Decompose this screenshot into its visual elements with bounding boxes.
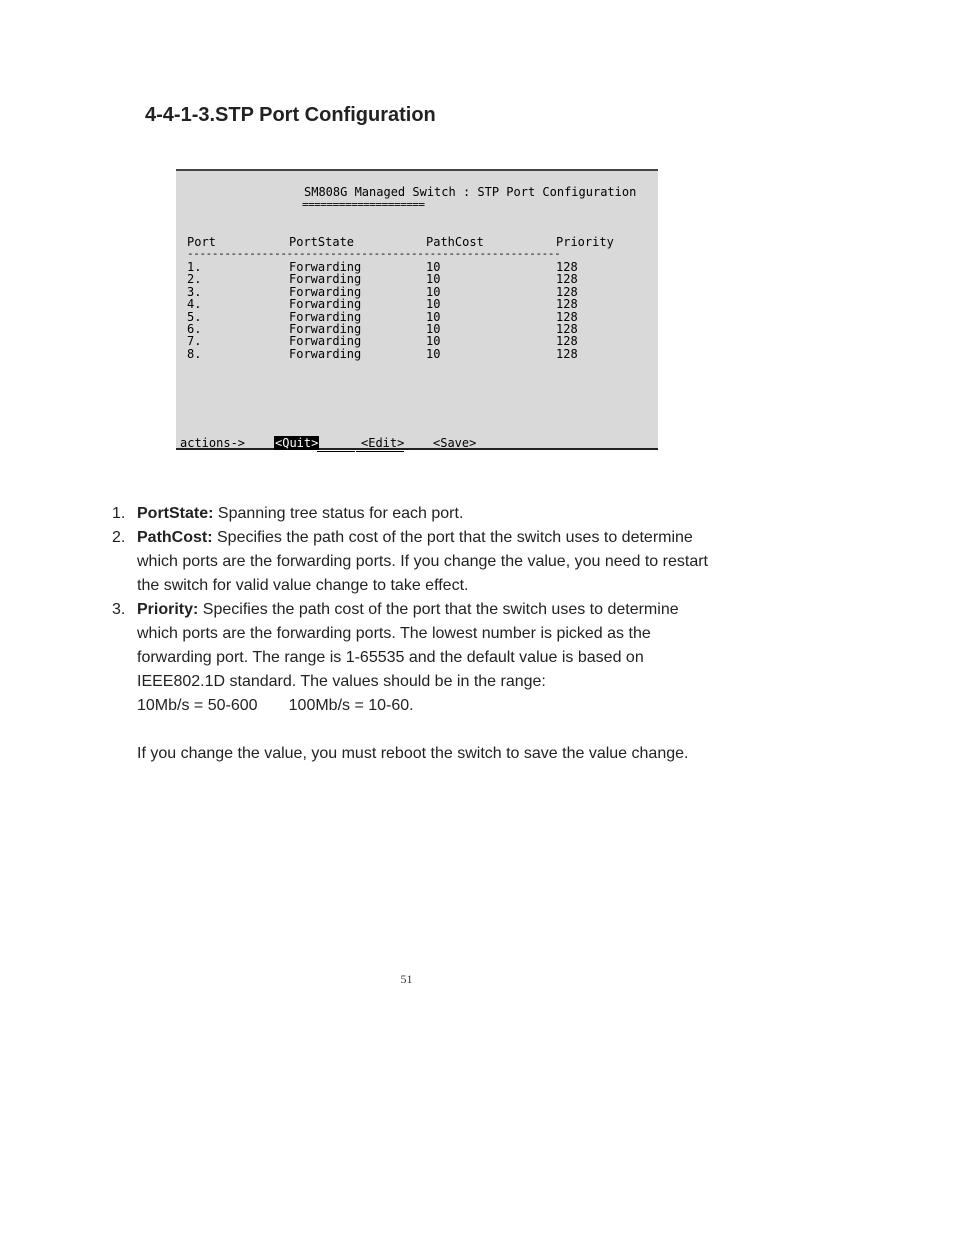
table-row[interactable] bbox=[176, 335, 658, 347]
path-cost: 10 bbox=[426, 260, 441, 274]
port-state: Forwarding bbox=[289, 260, 362, 274]
table-row[interactable] bbox=[176, 323, 658, 335]
path-cost: 10 bbox=[426, 346, 441, 361]
term-priority: Priority: bbox=[137, 601, 199, 618]
port-number: 2. bbox=[187, 272, 202, 287]
actions-label: actions-> bbox=[180, 436, 246, 450]
port-state: Forwarding bbox=[289, 309, 362, 324]
term-pathcost: PathCost: bbox=[137, 529, 213, 546]
path-cost: 10 bbox=[426, 284, 441, 299]
list-number: 3. bbox=[112, 601, 126, 618]
list-item bbox=[112, 598, 712, 766]
path-cost: 10 bbox=[426, 297, 441, 312]
section-title: 4-4-1-3.STP Port Configuration bbox=[145, 104, 436, 126]
page-number: 51 bbox=[400, 972, 413, 986]
priority: 128 bbox=[556, 321, 578, 336]
list-item bbox=[112, 526, 712, 598]
stp-port-config-terminal bbox=[176, 169, 658, 450]
port-state: Forwarding bbox=[289, 321, 362, 336]
field-description-list bbox=[112, 502, 712, 766]
divider bbox=[317, 451, 355, 452]
priority: 128 bbox=[556, 284, 578, 299]
port-number: 3. bbox=[187, 284, 202, 299]
header-separator: ------------------------------------------------------------ bbox=[187, 247, 561, 260]
term-portstate: PortState: bbox=[137, 505, 214, 522]
table-row[interactable] bbox=[176, 261, 658, 273]
port-number: 8. bbox=[187, 346, 202, 361]
priority: 128 bbox=[556, 334, 578, 349]
divider bbox=[356, 451, 404, 452]
column-header-priority: Priority bbox=[556, 235, 614, 249]
port-state: Forwarding bbox=[289, 334, 362, 349]
terminal-title-underline: ==================== bbox=[302, 198, 425, 211]
path-cost: 10 bbox=[426, 309, 441, 324]
description-text: Specifies the path cost of the port that the switch uses to determine which ports are the forwarding ports. The lowest number is picked as the forwarding port. The range is 1-65535 and the default value is based on IEEE802.1D standard. The values should be in the range: bbox=[137, 601, 679, 690]
port-state: Forwarding bbox=[289, 346, 362, 361]
action-bar bbox=[176, 434, 658, 450]
quit-button[interactable]: <Quit> bbox=[275, 436, 319, 450]
table-row[interactable] bbox=[176, 286, 658, 298]
port-state: Forwarding bbox=[289, 284, 362, 299]
port-number: 7. bbox=[187, 334, 202, 349]
path-cost: 10 bbox=[426, 321, 441, 336]
port-number: 1. bbox=[187, 260, 202, 274]
port-number: 6. bbox=[187, 321, 202, 336]
table-row[interactable] bbox=[176, 311, 658, 323]
port-number: 5. bbox=[187, 309, 202, 324]
reboot-note: If you change the value, you must reboot the switch to save the value change. bbox=[137, 745, 689, 762]
priority: 128 bbox=[556, 260, 578, 274]
save-button[interactable]: <Save> bbox=[433, 436, 477, 450]
description-text: Spanning tree status for each port. bbox=[213, 505, 464, 522]
edit-button[interactable]: <Edit> bbox=[361, 436, 405, 450]
list-number: 2. bbox=[112, 529, 126, 546]
table-row[interactable] bbox=[176, 298, 658, 310]
table-row[interactable] bbox=[176, 348, 658, 360]
description-text: Specifies the path cost of the port that the switch uses to determine which ports are the forwarding ports. If you change the value, you need to restart the switch for valid value change to take effect. bbox=[137, 529, 708, 594]
port-number: 4. bbox=[187, 297, 202, 312]
list-item bbox=[112, 502, 712, 526]
column-header-portstate: PortState bbox=[289, 235, 355, 249]
path-cost: 10 bbox=[426, 334, 441, 349]
column-header-port: Port bbox=[187, 235, 216, 249]
path-cost: 10 bbox=[426, 272, 441, 287]
priority: 128 bbox=[556, 309, 578, 324]
list-number: 1. bbox=[112, 505, 126, 522]
column-header-pathcost: PathCost bbox=[426, 235, 484, 249]
port-state: Forwarding bbox=[289, 272, 362, 287]
priority: 128 bbox=[556, 272, 578, 287]
table-row[interactable] bbox=[176, 273, 658, 285]
priority: 128 bbox=[556, 346, 578, 361]
port-state: Forwarding bbox=[289, 297, 362, 312]
terminal-title: SM808G Managed Switch : STP Port Configuration bbox=[304, 185, 637, 199]
range-values: 10Mb/s = 50-600 100Mb/s = 10-60. bbox=[137, 697, 414, 714]
priority: 128 bbox=[556, 297, 578, 312]
port-table bbox=[176, 261, 658, 360]
